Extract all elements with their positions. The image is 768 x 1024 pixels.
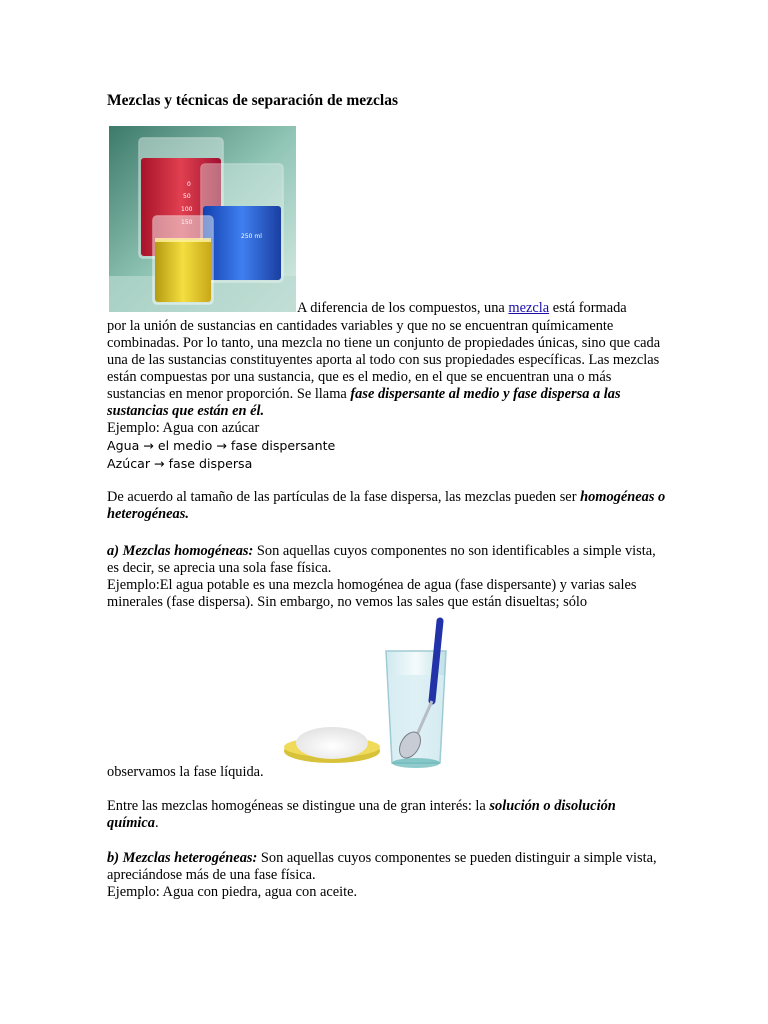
- solution-paragraph: [107, 798, 667, 832]
- example-label: Ejemplo: Agua con azúcar: [107, 420, 260, 436]
- particle-size-text: De acuerdo al tamaño de las partículas de la fase dispersa, las mezclas pueden ser: [107, 489, 581, 505]
- intro-first-line: [297, 300, 627, 317]
- example-line-2: Azúcar → fase dispersa: [107, 456, 253, 471]
- mezcla-link[interactable]: mezcla: [508, 300, 550, 316]
- example-line-1: Agua → el medio → fase dispersante: [107, 438, 336, 453]
- heterogeneous-text: Son aquellas cuyos componentes se pueden distinguir a simple vista, apreciándose más de una fase física.: [107, 850, 657, 883]
- beaker-label-0: 0: [187, 181, 191, 188]
- intro-text-cont: está formada: [549, 300, 627, 316]
- beaker-label-50: 50: [183, 193, 191, 200]
- particle-size-emphasis: homogéneas o heterogéneas.: [107, 489, 666, 522]
- homogeneous-example: Ejemplo:El agua potable es una mezcla homogénea de agua (fase dispersante) y varias sales minerales (fase dispersa). Sin embargo, no vemos las sales que están disueltas; sólo: [107, 577, 637, 610]
- intro-emphasis: fase dispersante al medio y fase dispersa a las sustancias que están en él.: [107, 386, 621, 419]
- particle-size-paragraph: [107, 489, 667, 523]
- beaker-label-100: 100: [181, 206, 193, 213]
- liquid-phase-line: observamos la fase líquida.: [107, 764, 264, 780]
- solution-emphasis: solución o disolución química: [107, 798, 616, 831]
- heterogeneous-paragraph: [107, 850, 667, 901]
- homogeneous-text: Son aquellas cuyos componentes no son identificables a simple vista, es decir, se aprecia una sola fase física.: [107, 543, 656, 576]
- intro-paragraph: [107, 318, 667, 473]
- beakers-image: [109, 126, 296, 312]
- intro-text: A diferencia de los compuestos, una: [297, 300, 509, 316]
- page-title: Mezclas y técnicas de separación de mezclas: [107, 92, 398, 109]
- beaker-label-250: 250 ml: [241, 233, 262, 240]
- solution-end: .: [154, 815, 159, 831]
- homogeneous-heading: a) Mezclas homogéneas:: [107, 543, 254, 559]
- intro-body: por la unión de sustancias en cantidades variables y que no se encuentran químicamente combinadas. Por lo tanto, una mezcla no tiene un conjunto de propiedades únicas, sino que cada una de las sustancias constituyentes aporta al todo con sus propiedades específicas. Las mezclas están compuestas por una sustancia, que es el medio, en el que se encuentran una o más sustancias en menor proporción. Se llama: [107, 318, 661, 402]
- solution-text: Entre las mezclas homogéneas se distingue una de gran interés: la: [107, 798, 490, 814]
- homogeneous-paragraph: [107, 543, 667, 611]
- heterogeneous-heading: b) Mezclas heterogéneas:: [107, 850, 258, 866]
- water-sugar-image: [282, 613, 452, 773]
- heterogeneous-example: Ejemplo: Agua con piedra, agua con aceite.: [107, 884, 358, 900]
